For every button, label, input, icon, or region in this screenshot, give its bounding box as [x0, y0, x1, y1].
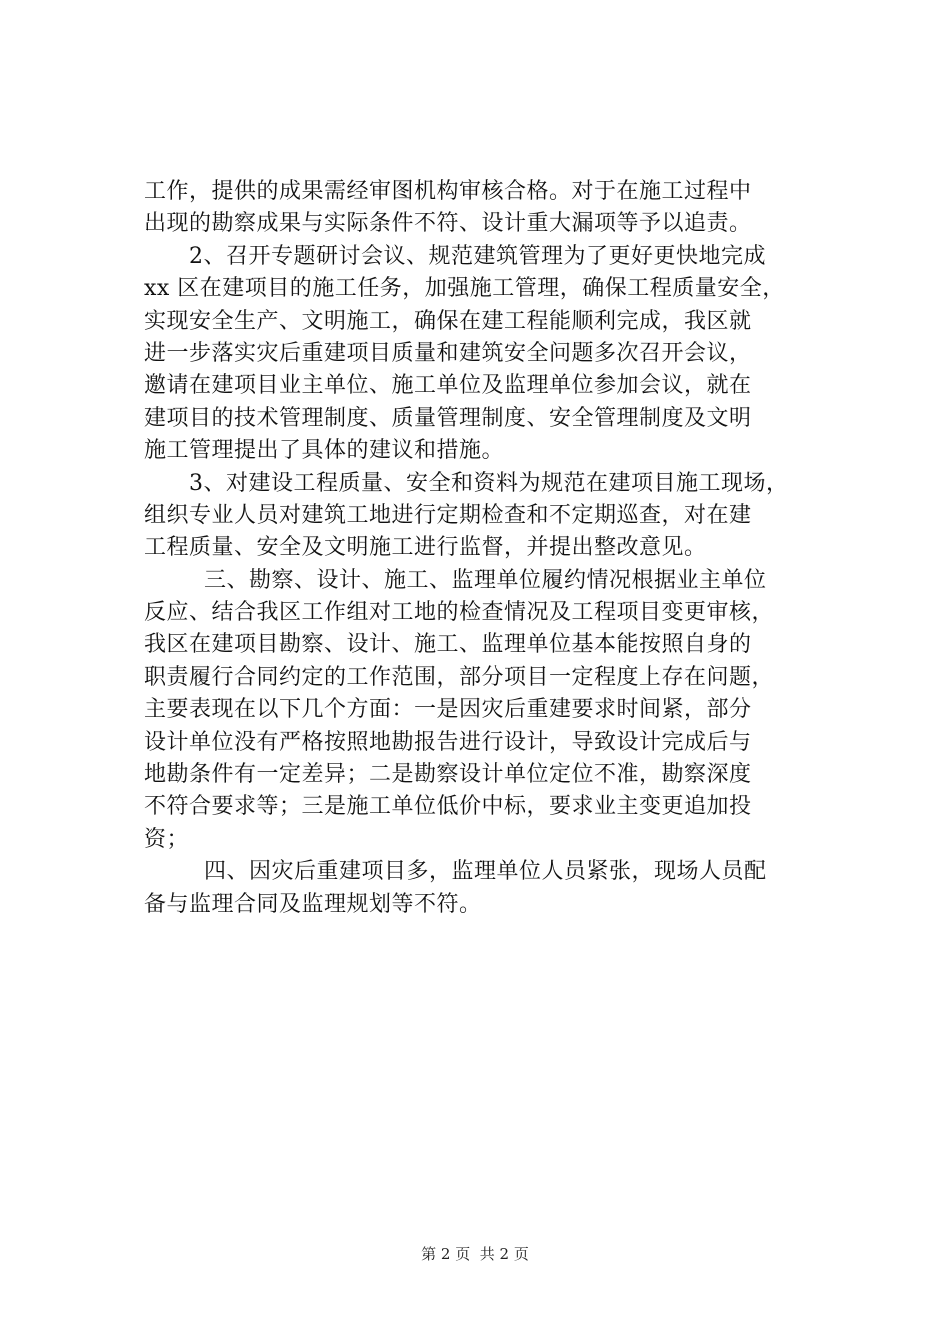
text-line: 实现安全生产、文明施工，确保在建工程能顺利完成，我区就: [144, 308, 752, 334]
text-line: 设计单位没有严格按照地勘报告进行设计，导致设计完成后与: [144, 729, 752, 755]
text-line: 出现的勘察成果与实际条件不符、设计重大漏项等予以追责。: [144, 211, 752, 237]
text-line: 建项目的技术管理制度、质量管理制度、安全管理制度及文明: [144, 405, 752, 431]
text-line: 反应、结合我区工作组对工地的检查情况及工程项目变更审核，: [144, 600, 775, 626]
text-line: 工作，提供的成果需经审图机构审核合格。对于在施工过程中: [144, 179, 752, 204]
text-line: 地勘条件有一定差异；二是勘察设计单位定位不准，勘察深度: [144, 762, 752, 788]
text-line: 不符合要求等；三是施工单位低价中标，要求业主变更追加投: [144, 794, 752, 820]
page-number: 第 2 页 共 2 页: [421, 1245, 529, 1263]
text-line: 3、对建设工程质量、安全和资料为规范在建项目施工现场，: [144, 470, 789, 496]
text-line: 工程质量、安全及文明施工进行监督，并提出整改意见。: [144, 535, 707, 561]
text-line: 三、勘察、设计、施工、监理单位履约情况根据业主单位: [144, 567, 767, 593]
text-line: 邀请在建项目业主单位、施工单位及监理单位参加会议，就在: [144, 373, 752, 399]
text-line: 主要表现在以下几个方面：一是因灾后重建要求时间紧，部分: [144, 697, 752, 723]
text-line: 施工管理提出了具体的建议和措施。: [144, 438, 505, 464]
text-line: 四、因灾后重建项目多，监理单位人员紧张，现场人员配: [144, 859, 767, 885]
page-footer: [0, 1244, 950, 1264]
text-line: 备与监理合同及监理规划等不符。: [144, 891, 482, 917]
text-line: 进一步落实灾后重建项目质量和建筑安全问题多次召开会议，: [144, 340, 752, 366]
text-line: 职责履行合同约定的工作范围，部分项目一定程度上存在问题，: [144, 664, 775, 690]
text-line: 2、召开专题研讨会议、规范建筑管理为了更好更快地完成: [144, 243, 766, 269]
text-line: 资；: [144, 826, 190, 852]
text-line: 我区在建项目勘察、设计、施工、监理单位基本能按照自身的: [144, 632, 752, 658]
text-line: xx 区在建项目的施工任务，加强施工管理，确保工程质量安全，: [144, 276, 785, 302]
document-body: [144, 176, 824, 921]
text-line: 组织专业人员对建筑工地进行定期检查和不定期巡查，对在建: [144, 502, 752, 528]
